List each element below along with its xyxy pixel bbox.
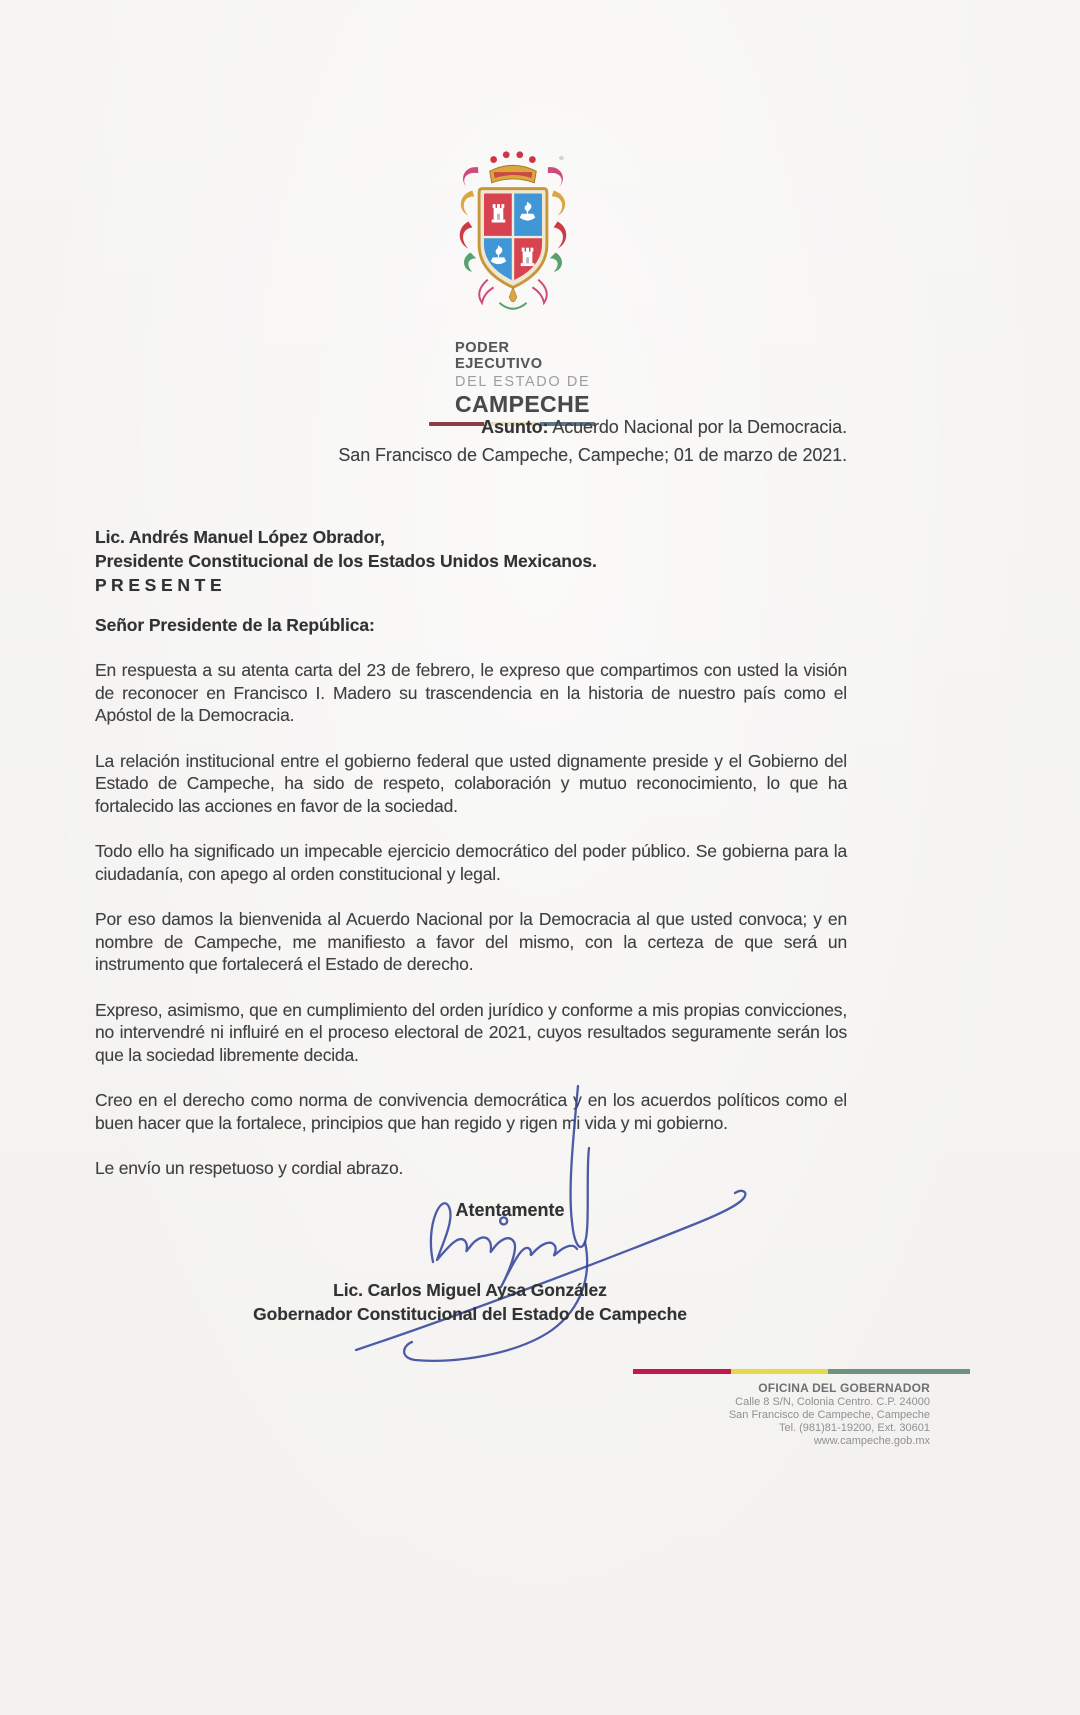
- date-line: San Francisco de Campeche, Campeche; 01 de marzo de 2021.: [338, 445, 847, 465]
- subject-label: Asunto:: [481, 417, 549, 437]
- recipient-name: Lic. Andrés Manuel López Obrador,: [95, 527, 385, 547]
- subject-line: [95, 417, 847, 438]
- recipient-presente: P R E S E N T E: [95, 575, 222, 595]
- campeche-coat-of-arms-icon: [453, 146, 573, 330]
- signer-name: Lic. Carlos Miguel Aysa González: [333, 1280, 607, 1300]
- letterhead: [428, 146, 598, 426]
- org-line-del-estado-de: DEL ESTADO DE: [455, 374, 591, 390]
- farewell: Atentamente: [455, 1200, 565, 1220]
- subject-text: Acuerdo Nacional por la Democracia.: [552, 417, 847, 437]
- body-paragraph: Creo en el derecho como norma de convivencia democrática y en los acuerdos políticos como el buen hacer que la fortalece, principios que han regido y rigen mi vida y mi gobierno.: [95, 1090, 847, 1133]
- recipient-title: Presidente Constitucional de los Estados Unidos Mexicanos.: [95, 551, 597, 571]
- footer-bar-segment-green: [828, 1369, 970, 1374]
- footer-office-name: OFICINA DEL GOBERNADOR: [758, 1381, 930, 1395]
- footer-accent-bar: [633, 1369, 970, 1374]
- body-paragraph: La relación institucional entre el gobierno federal que usted dignamente preside y el Gobierno del Estado de Campeche, ha sido de respeto, colaboración y mutuo reconocimiento, lo que ha fortalecido las acciones en favor de la sociedad.: [95, 750, 847, 816]
- recipient-block: [95, 525, 597, 597]
- footer-bar-segment-red: [633, 1369, 731, 1374]
- footer-phone: Tel. (981)81-19200, Ext. 30601: [778, 1421, 930, 1434]
- body-paragraph: Todo ello ha significado un impecable ejercicio democrático del poder público. Se gobierna para la ciudadanía, con apego al orden constitucional y legal.: [95, 841, 847, 884]
- body-paragraph: En respuesta a su atenta carta del 23 de febrero, le expreso que compartimos con usted la visión de reconocer en Francisco I. Madero su trascendencia en la historia de nuestro país como el Apóstol de la Democracia.: [95, 660, 847, 725]
- footer-address-line2: San Francisco de Campeche, Campeche: [728, 1408, 930, 1421]
- org-line-poder-ejecutivo: PODER EJECUTIVO: [455, 340, 543, 372]
- footer-address-line1: Calle 8 S/N, Colonia Centro. C.P. 24000: [735, 1395, 930, 1408]
- body-paragraph: Por eso damos la bienvenida al Acuerdo Nacional por la Democracia al que usted convoca; y en nombre de Campeche, me manifiesto a favor del mismo, con la certeza de que será un instrumento que fortalecerá el Estado de derecho.: [95, 909, 847, 974]
- body-paragraph: Le envío un respetuoso y cordial abrazo.: [95, 1158, 404, 1178]
- salutation: Señor Presidente de la República:: [95, 615, 375, 635]
- body-paragraph: Expreso, asimismo, que en cumplimiento del orden jurídico y conforme a mis propias convicciones, no intervendré ni influiré en el proceso electoral de 2021, cuyos resultados seguramente serán los que la sociedad libremente decida.: [95, 999, 847, 1065]
- footer-website: www.campeche.gob.mx: [813, 1434, 930, 1447]
- footer-contact-block: [560, 1381, 930, 1447]
- org-line-campeche: CAMPECHE: [455, 391, 590, 417]
- letter-body: [95, 659, 847, 1203]
- org-name-block: [455, 340, 598, 426]
- signer-block: [95, 1278, 845, 1326]
- footer-bar-segment-yellow: [731, 1369, 829, 1374]
- signer-title: Gobernador Constitucional del Estado de Campeche: [253, 1304, 687, 1324]
